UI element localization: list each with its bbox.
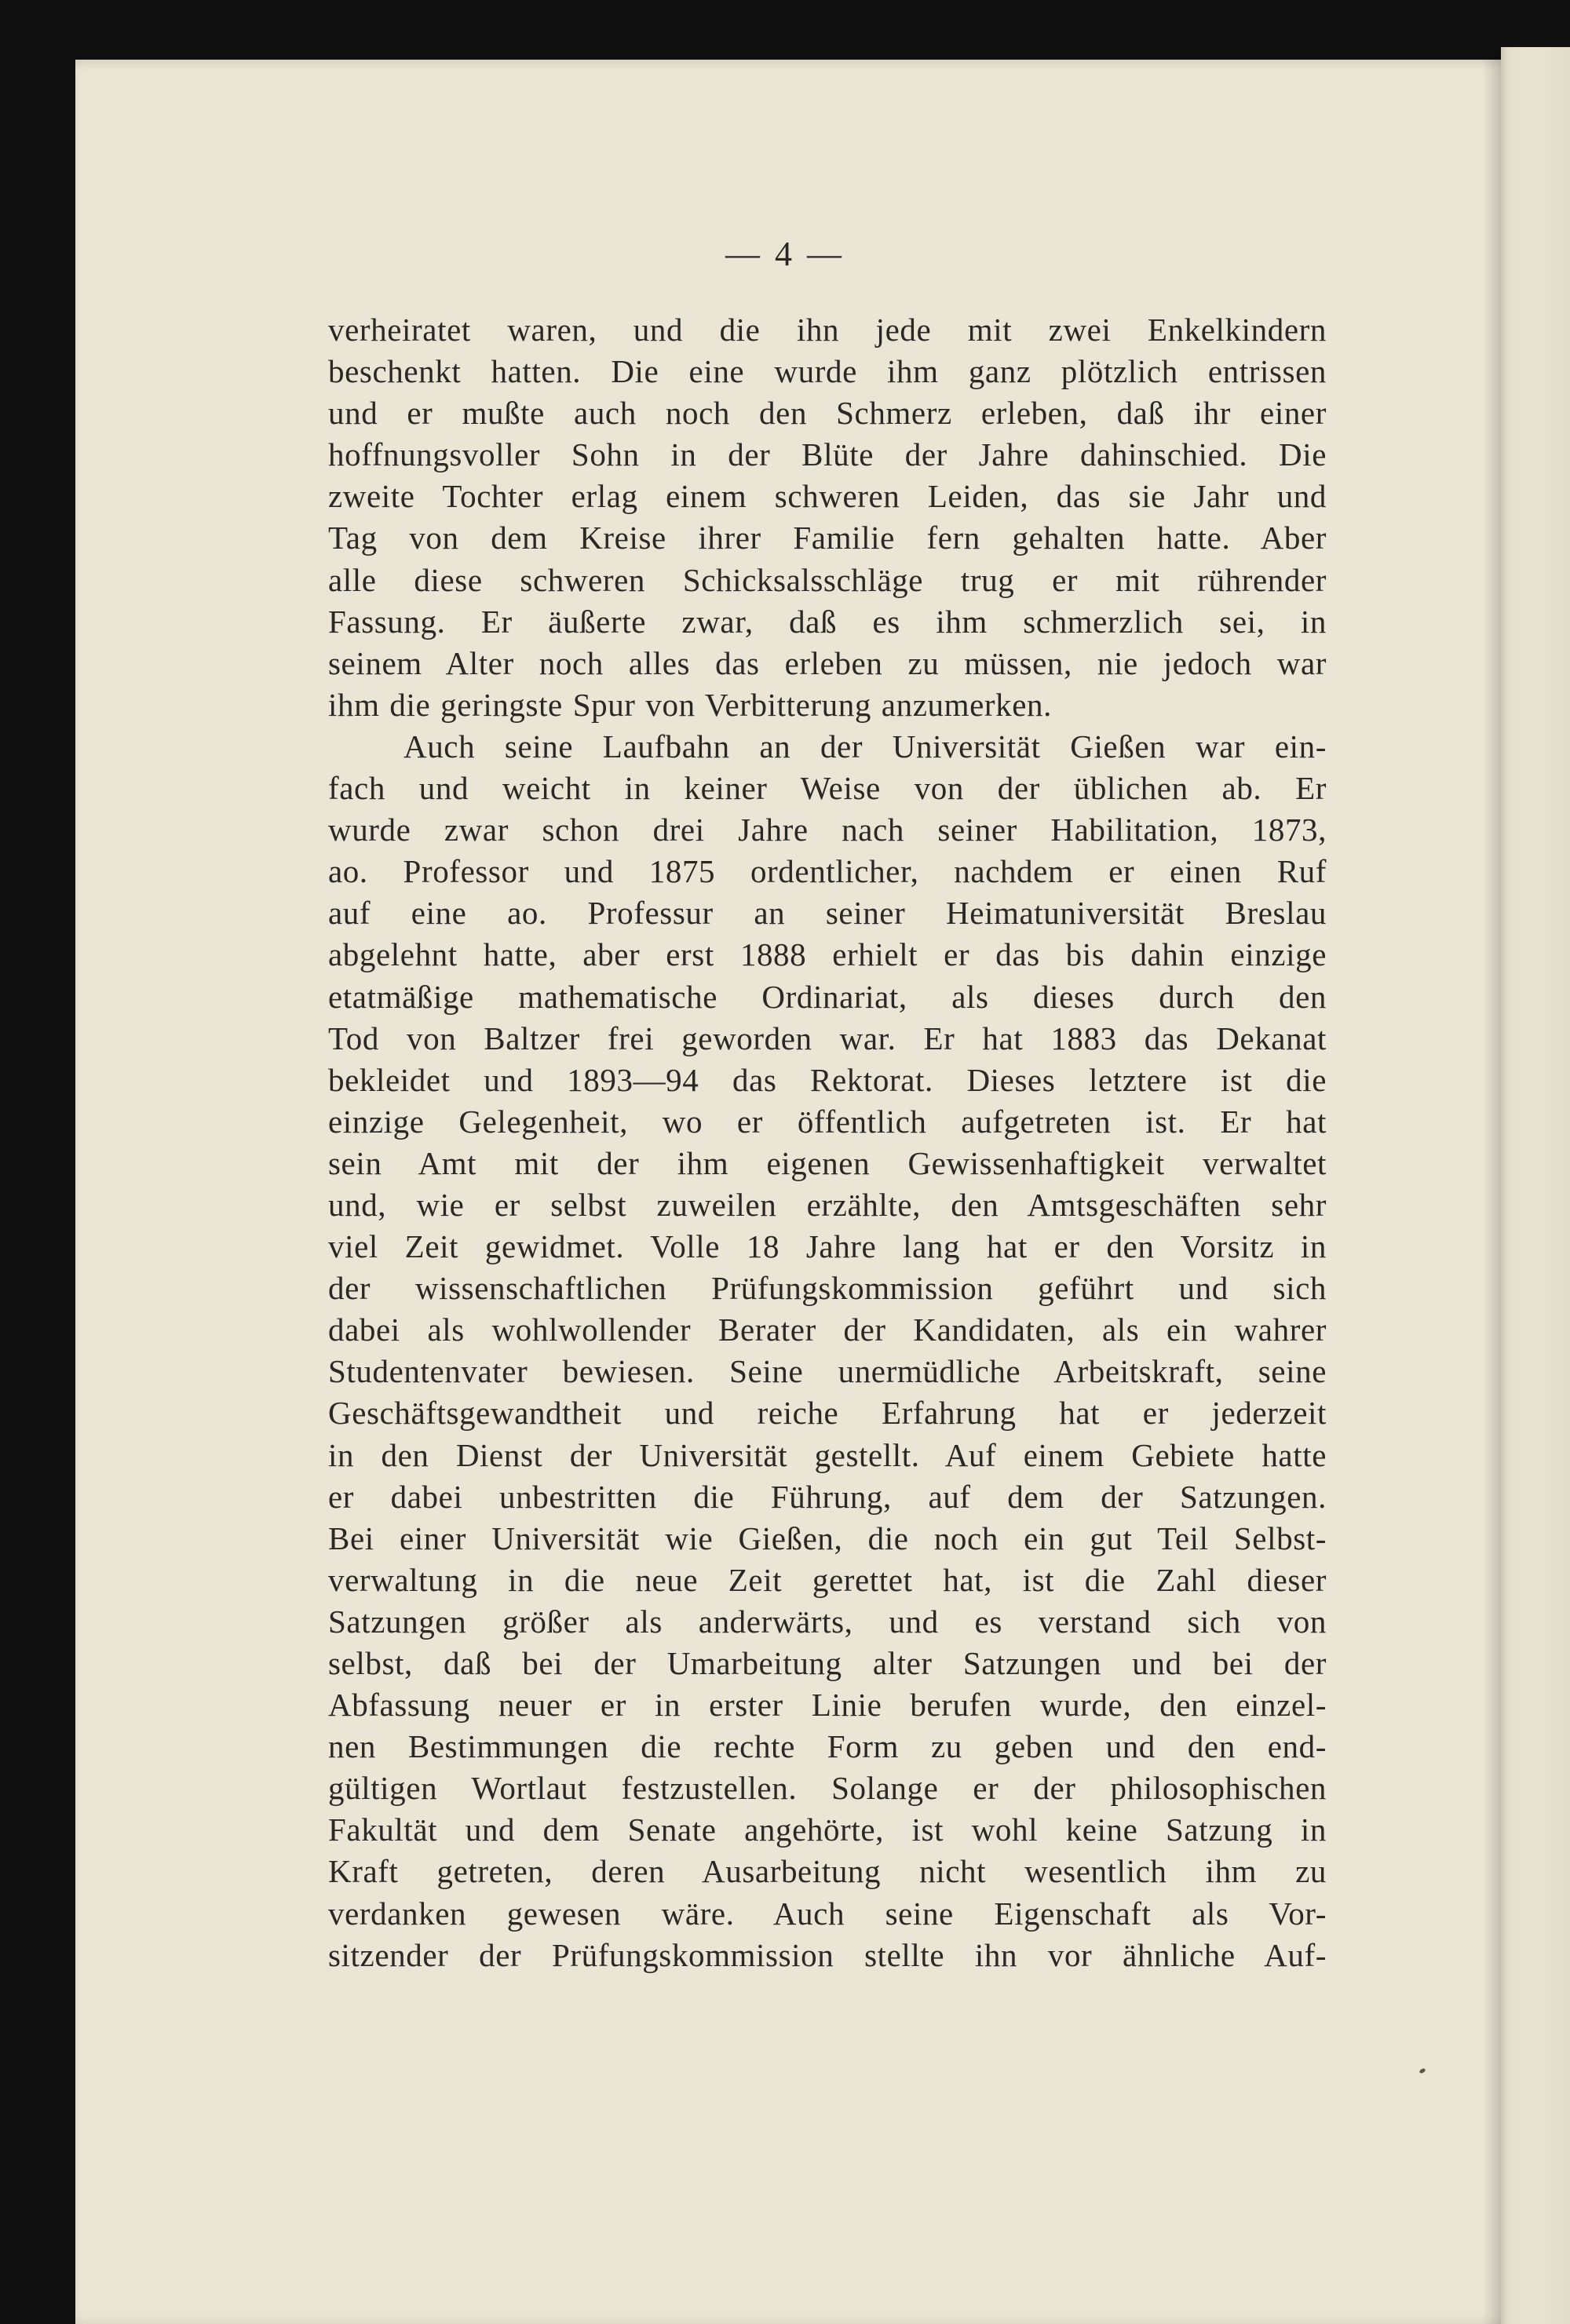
text-line: in den Dienst der Universität gestellt. Auf einem Gebiete hatte xyxy=(328,1436,1327,1473)
page-number: — 4 — xyxy=(725,235,845,273)
text-line: Bei einer Universität wie Gießen, die noch ein gut Teil Selbst- xyxy=(328,1520,1327,1556)
text-line: und er mußte auch noch den Schmerz erleben, daß ihr einer xyxy=(328,395,1327,432)
text-line: ihm die geringste Spur von Verbitterung anzumerken. xyxy=(328,686,1052,723)
text-line: er dabei unbestritten die Führung, auf dem der Satzungen. xyxy=(328,1478,1327,1515)
text-line: hoffnungsvoller Sohn in der Blüte der Jahre dahinschied. Die xyxy=(328,436,1327,473)
text-line: Kraft getreten, deren Ausarbeitung nicht wesentlich ihm zu xyxy=(328,1853,1327,1890)
text-line: verwaltung in die neue Zeit gerettet hat, ist die Zahl dieser xyxy=(328,1561,1327,1598)
text-line: abgelehnt hatte, aber erst 1888 erhielt er das bis dahin einzige xyxy=(328,936,1327,973)
text-line: alle diese schweren Schicksalsschläge trug er mit rührender xyxy=(328,561,1327,598)
text-line: einzige Gelegenheit, wo er öffentlich aufgetreten ist. Er hat xyxy=(328,1103,1327,1140)
text-line: Fassung. Er äußerte zwar, daß es ihm schmerzlich sei, in xyxy=(328,603,1327,640)
text-line: selbst, daß bei der Umarbeitung alter Satzungen und bei der xyxy=(328,1645,1327,1681)
text-line: sein Amt mit der ihm eigenen Gewissenhaftigkeit verwaltet xyxy=(328,1144,1327,1181)
text-line: nen Bestimmungen die rechte Form zu geben und den end- xyxy=(328,1728,1327,1765)
text-line: gültigen Wortlaut festzustellen. Solange er der philosophischen xyxy=(328,1770,1327,1807)
text-line: verdanken gewesen wäre. Auch seine Eigenschaft als Vor- xyxy=(328,1895,1327,1932)
text-line: wurde zwar schon drei Jahre nach seiner Habilitation, 1873, xyxy=(328,812,1327,848)
text-line: Geschäftsgewandtheit und reiche Erfahrung hat er jederzeit xyxy=(328,1395,1327,1432)
text-line: der wissenschaftlichen Prüfungskommission geführt und sich xyxy=(328,1270,1327,1307)
next-page-edge xyxy=(1501,47,1570,2324)
text-line: auf eine ao. Professur an seiner Heimatuniversität Breslau xyxy=(328,895,1327,932)
text-line: Studentenvater bewiesen. Seine unermüdliche Arbeitskraft, seine xyxy=(328,1353,1327,1390)
text-line: fach und weicht in keiner Weise von der üblichen ab. Er xyxy=(328,770,1327,807)
body-text xyxy=(328,309,1327,1976)
text-line: beschenkt hatten. Die eine wurde ihm ganz plötzlich entrissen xyxy=(328,353,1327,390)
text-line: verheiratet waren, und die ihn jede mit zwei Enkelkindern xyxy=(328,312,1327,348)
text-line: etatmäßige mathematische Ordinariat, als dieses durch den xyxy=(328,978,1327,1015)
text-line: und, wie er selbst zuweilen erzählte, den Amtsgeschäften sehr xyxy=(328,1186,1327,1223)
text-line: seinem Alter noch alles das erleben zu müssen, nie jedoch war xyxy=(328,644,1327,681)
text-line: Satzungen größer als anderwärts, und es verstand sich von xyxy=(328,1603,1327,1640)
text-line: Abfassung neuer er in erster Linie berufen wurde, den einzel- xyxy=(328,1687,1327,1724)
text-line: sitzender der Prüfungskommission stellte ihn vor ähnliche Auf- xyxy=(328,1936,1327,1973)
text-line: Tod von Baltzer frei geworden war. Er hat 1883 das Dekanat xyxy=(328,1020,1327,1056)
text-line: zweite Tochter erlag einem schweren Leiden, das sie Jahr und xyxy=(328,478,1327,515)
text-line: dabei als wohlwollender Berater der Kandidaten, als ein wahrer xyxy=(328,1312,1327,1348)
text-line: viel Zeit gewidmet. Volle 18 Jahre lang hat er den Vorsitz in xyxy=(328,1228,1327,1265)
text-line: bekleidet und 1893—94 das Rektorat. Dieses letztere ist die xyxy=(328,1061,1327,1098)
text-line: Auch seine Laufbahn an der Universität Gießen war ein- xyxy=(403,728,1327,764)
text-line: Fakultät und dem Senate angehörte, ist wohl keine Satzung in xyxy=(328,1811,1327,1848)
text-line: ao. Professor und 1875 ordentlicher, nachdem er einen Ruf xyxy=(328,853,1327,890)
text-line: Tag von dem Kreise ihrer Familie fern gehalten hatte. Aber xyxy=(328,520,1327,556)
